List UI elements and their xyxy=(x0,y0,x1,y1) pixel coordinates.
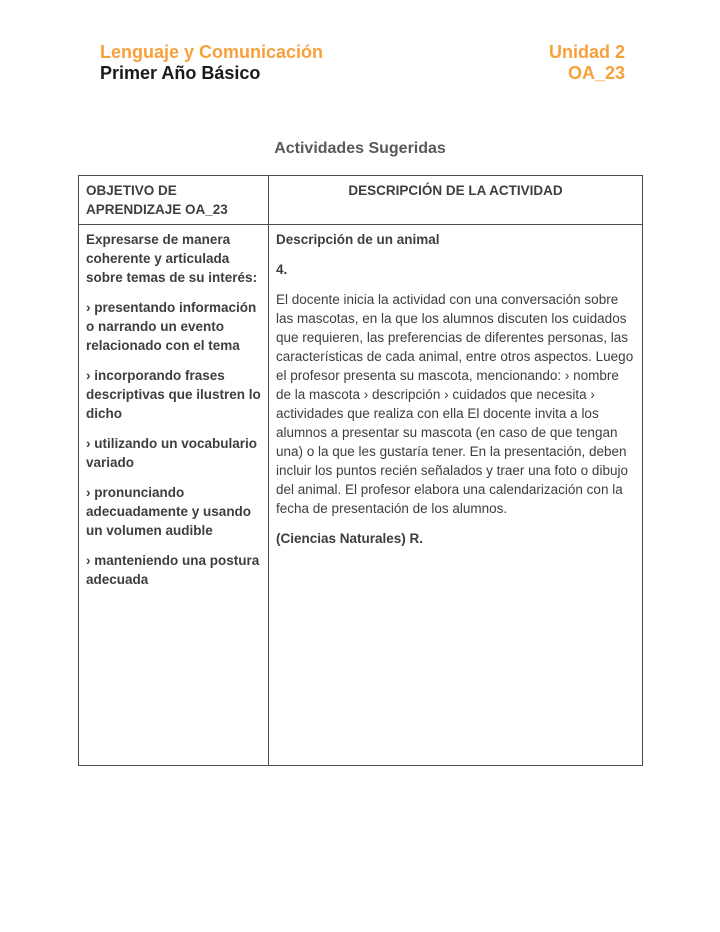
course-title: Lenguaje y Comunicación xyxy=(100,42,324,62)
activity-subject-reference: (Ciencias Naturales) R. xyxy=(276,531,424,546)
objective-column-header: OBJETIVO DE APRENDIZAJE OA_23 xyxy=(79,176,269,225)
objective-bullet: › utilizando un vocabulario variado xyxy=(86,436,258,470)
header-left-block xyxy=(100,42,323,84)
header-right-block xyxy=(549,42,625,84)
unit-label: Unidad 2 xyxy=(548,42,625,62)
description-column-header: DESCRIPCIÓN DE LA ACTIVIDAD xyxy=(269,176,643,225)
objective-intro: Expresarse de manera coherente y articulada sobre temas de su interés: xyxy=(86,232,258,285)
objective-bullet: › presentando información o narrando un evento relacionado con el tema xyxy=(86,300,257,353)
objective-bullet: › incorporando frases descriptivas que ilustren lo dicho xyxy=(86,368,261,421)
objective-bullet: › manteniendo una postura adecuada xyxy=(86,553,260,587)
oa-code-label: OA_23 xyxy=(567,63,625,83)
page-title: Actividades Sugeridas xyxy=(274,140,446,157)
objective-bullet: › pronunciando adecuadamente y usando un volumen audible xyxy=(86,485,252,538)
document-header xyxy=(0,0,720,84)
activities-table xyxy=(78,175,643,766)
table-body-row xyxy=(79,225,643,766)
activity-title: Descripción de un animal xyxy=(276,232,440,247)
table-header-row xyxy=(79,176,643,225)
objective-cell xyxy=(79,225,269,766)
grade-level: Primer Año Básico xyxy=(100,63,261,83)
activity-body-paragraph: El docente inicia la actividad con una conversación sobre las mascotas, en la que los alumnos discuten los cuidados que requieren, las preferencias de diferentes personas, las características de cada animal, entre otros aspectos. Luego el profesor presenta su mascota, mencionando: › nombre de la mascota › descripción › cuidados que necesita › actividades que realiza con ella El docente invita a los alumnos a presentar su mascota (en caso de que tengan una) o la que les gustaría tener. En la presentación, deben incluir los puntos recién señalados y traer una foto o dibujo del animal. El profesor elabora una calendarización con la fecha de presentación de los alumnos. xyxy=(276,292,634,516)
activity-number: 4. xyxy=(276,262,288,277)
activity-description-cell xyxy=(269,225,643,766)
